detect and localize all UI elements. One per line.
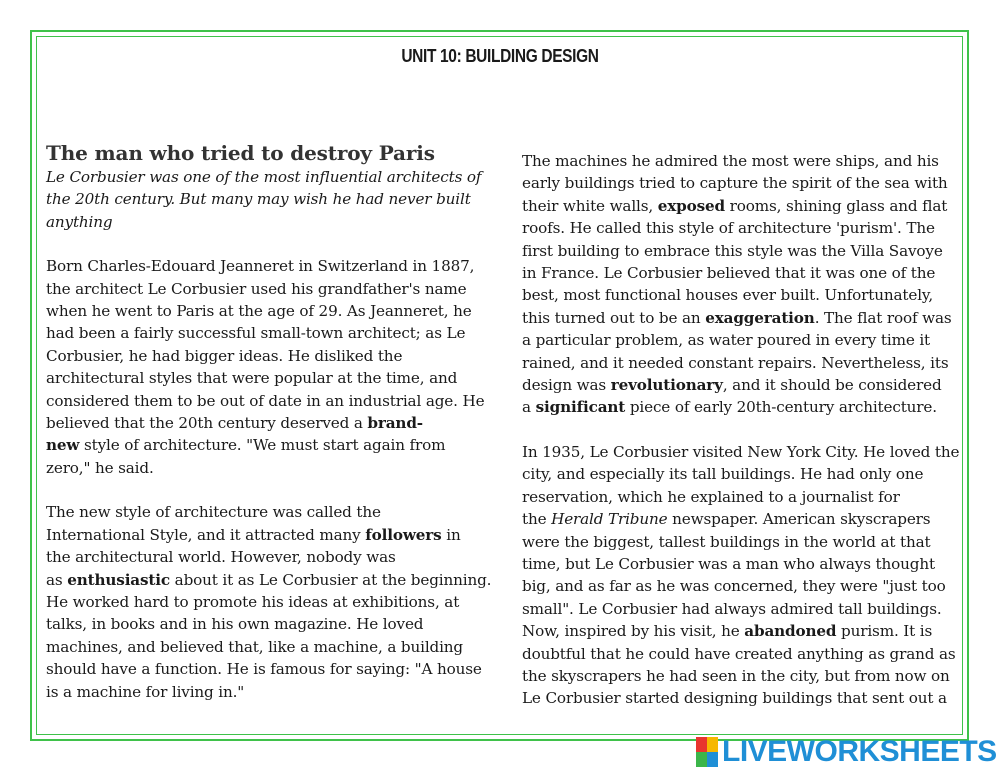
- text-run: rooms, shining glass and flat: [725, 196, 948, 215]
- text-line: reservation, which he explained to a journalist for: [522, 487, 900, 506]
- vocab-significant: significant: [535, 398, 626, 417]
- vocab-exposed: exposed: [657, 196, 725, 215]
- text-line: [522, 508, 962, 530]
- text-run: a: [522, 398, 536, 417]
- text-line: rained, and it needed constant repairs. Nevertheless, its: [522, 353, 949, 372]
- text-line: [522, 307, 962, 329]
- vocab-enthusiastic: enthusiastic: [67, 570, 170, 589]
- text-line: were the biggest, tallest buildings in the world at that: [522, 532, 931, 551]
- text-run: believed that the 20th century deserved a: [46, 414, 368, 433]
- lead-line: Le Corbusier was one of the most influential architects of: [46, 168, 482, 186]
- text-run: newspaper. American skyscrapers: [667, 510, 931, 529]
- text-line: [46, 524, 486, 546]
- text-line: the skyscrapers he had seen in the city, but from now on: [522, 666, 950, 685]
- text-run: . The flat roof was: [814, 308, 952, 327]
- text-run: piece of early 20th-century architecture.: [625, 398, 937, 417]
- text-line: doubtful that he could have created anything as grand as: [522, 644, 956, 663]
- text-line: Le Corbusier started designing buildings that sent out a: [522, 689, 947, 708]
- text-line: city, and especially its tall buildings. He had only one: [522, 465, 924, 484]
- logo-badge-icon: [696, 737, 718, 767]
- paragraph-3: [522, 150, 962, 419]
- text-run: style of architecture. "We must start again from: [79, 436, 446, 455]
- left-column: [46, 140, 492, 703]
- text-line: in France. Le Corbusier believed that it was one of the: [522, 264, 936, 283]
- text-run: International Style, and it attracted many: [46, 525, 366, 544]
- page-title: UNIT 10: BUILDING DESIGN: [401, 46, 599, 66]
- text-line: [522, 620, 962, 642]
- vocab-brand-new-part1: brand-: [367, 414, 423, 433]
- text-line: the architectural world. However, nobody was: [46, 548, 396, 567]
- article-lead: [46, 166, 486, 233]
- text-run: purism. It is: [836, 622, 933, 641]
- text-run: about it as Le Corbusier at the beginning.: [169, 570, 492, 589]
- text-line: Corbusier, he had bigger ideas. He disliked the: [46, 346, 403, 365]
- text-run: design was: [522, 376, 611, 395]
- text-line: time, but Le Corbusier was a man who always thought: [522, 554, 935, 573]
- text-run: this turned out to be an: [522, 308, 706, 327]
- text-line: is a machine for living in.": [46, 682, 245, 701]
- liveworksheets-logo[interactable]: [696, 735, 997, 769]
- text-line: He worked hard to promote his ideas at exhibitions, at: [46, 592, 460, 611]
- text-line: [46, 412, 486, 434]
- right-column: [522, 150, 962, 710]
- text-line: best, most functional houses ever built. Unfortunately,: [522, 286, 933, 305]
- text-run: in: [441, 525, 461, 544]
- paragraph-1: [46, 255, 486, 479]
- text-line: [522, 396, 962, 418]
- vocab-abandoned: abandoned: [744, 622, 837, 641]
- vocab-exaggeration: exaggeration: [705, 308, 815, 327]
- text-line: [522, 374, 962, 396]
- text-line: zero," he said.: [46, 458, 154, 477]
- text-line: the architect Le Corbusier used his grandfather's name: [46, 279, 467, 298]
- text-line: small". Le Corbusier had always admired tall buildings.: [522, 599, 942, 618]
- text-line: when he went to Paris at the age of 29. As Jeanneret, he: [46, 302, 472, 321]
- text-line: a particular problem, as water poured in every time it: [522, 331, 930, 350]
- logo-text: LIVEWORKSHEETS: [722, 735, 997, 768]
- text-line: considered them to be out of date in an industrial age. He: [46, 391, 485, 410]
- text-run: as: [46, 570, 68, 589]
- text-line: architectural styles that were popular at the time, and: [46, 369, 458, 388]
- text-line: roofs. He called this style of architecture 'purism'. The: [522, 219, 935, 238]
- text-run: Now, inspired by his visit, he: [522, 622, 745, 641]
- text-line: had been a fairly successful small-town architect; as Le: [46, 324, 466, 343]
- text-line: The new style of architecture was called the: [46, 503, 381, 522]
- lead-line: the 20th century. But many may wish he had never built: [46, 190, 471, 209]
- text-line: big, and as far as he was concerned, they were "just too: [522, 577, 946, 596]
- newspaper-title: Herald Tribune: [551, 510, 668, 529]
- lead-line: anything: [46, 212, 113, 231]
- text-line: talks, in books and in his own magazine. He loved: [46, 615, 424, 634]
- article-headline: The man who tried to destroy Paris: [46, 141, 435, 165]
- text-line: [46, 569, 492, 591]
- text-line: machines, and believed that, like a machine, a building: [46, 637, 464, 656]
- text-line: early buildings tried to capture the spirit of the sea with: [522, 174, 948, 193]
- text-line: should have a function. He is famous for saying: "A house: [46, 660, 482, 679]
- vocab-brand-new-part2: new: [46, 436, 80, 455]
- vocab-followers: followers: [365, 525, 442, 544]
- paragraph-2: [46, 501, 492, 703]
- text-line: Born Charles-Edouard Jeanneret in Switzerland in 1887,: [46, 257, 475, 276]
- vocab-revolutionary: revolutionary: [610, 376, 723, 395]
- text-line: In 1935, Le Corbusier visited New York City. He loved the: [522, 442, 960, 461]
- text-line: [522, 195, 962, 217]
- paragraph-4: [522, 441, 962, 710]
- text-run: the: [522, 510, 552, 529]
- text-line: first building to embrace this style was the Villa Savoye: [522, 241, 943, 260]
- text-line: The machines he admired the most were ships, and his: [522, 152, 939, 170]
- text-run: their white walls,: [522, 196, 658, 215]
- text-run: , and it should be considered: [722, 376, 942, 395]
- text-line: [46, 434, 486, 456]
